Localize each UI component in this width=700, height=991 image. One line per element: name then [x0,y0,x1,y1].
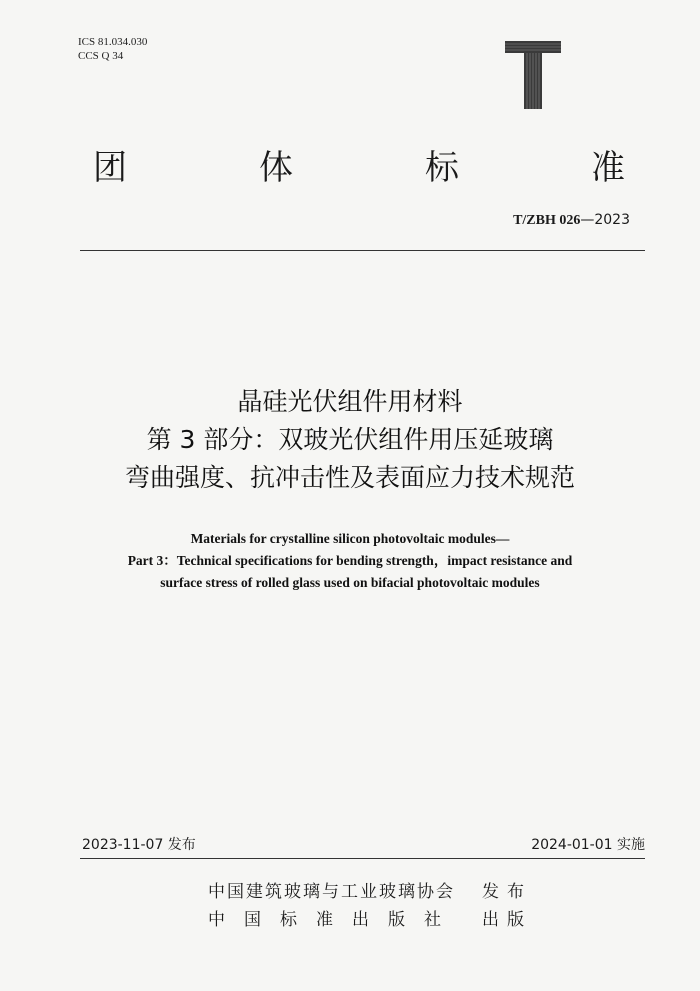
standard-type-heading [93,140,633,188]
english-title-line: Materials for crystalline silicon photovoltaic modules— [190,531,510,546]
english-title-line: surface stress of rolled glass used on bifacial photovoltaic modules [160,575,540,590]
chinese-title-line: 第 3 部分：双玻光伏组件用压延玻璃 [146,425,554,454]
publisher-org: 中国标准出版社 [208,910,460,930]
english-title [40,528,660,594]
standard-type-char: 标 [425,148,459,188]
implementation-date: 2024-01-01 实施 [531,837,645,853]
footer-divider [80,858,645,859]
standard-type-char: 体 [259,148,293,188]
ccs-code: CCS Q 34 [78,50,124,62]
header-divider [80,250,645,251]
publisher-row [208,877,532,902]
ics-code: ICS 81.034.030 [78,36,148,48]
publisher-org: 中国建筑玻璃与工业玻璃协会 [208,882,455,902]
chinese-title [40,383,660,497]
publisher-role: 发布 [482,882,532,902]
standard-number [513,212,630,229]
english-title-line: Part 3：Technical specifications for bending strength，impact resistance and [127,553,573,568]
publisher-row [208,905,532,930]
publisher-role: 出版 [482,910,532,930]
chinese-title-line: 弯曲强度、抗冲击性及表面应力技术规范 [124,463,575,492]
chinese-title-line: 晶硅光伏组件用材料 [237,387,463,416]
issue-date: 2023-11-07 发布 [82,837,196,853]
classification-codes [78,35,147,63]
standard-type-char: 团 [93,148,127,188]
standard-t-logo [505,41,561,109]
standard-type-char: 准 [591,148,625,188]
standard-number-prefix: T/ZBH 026 [513,213,581,228]
standard-number-year: —2023 [580,212,630,228]
